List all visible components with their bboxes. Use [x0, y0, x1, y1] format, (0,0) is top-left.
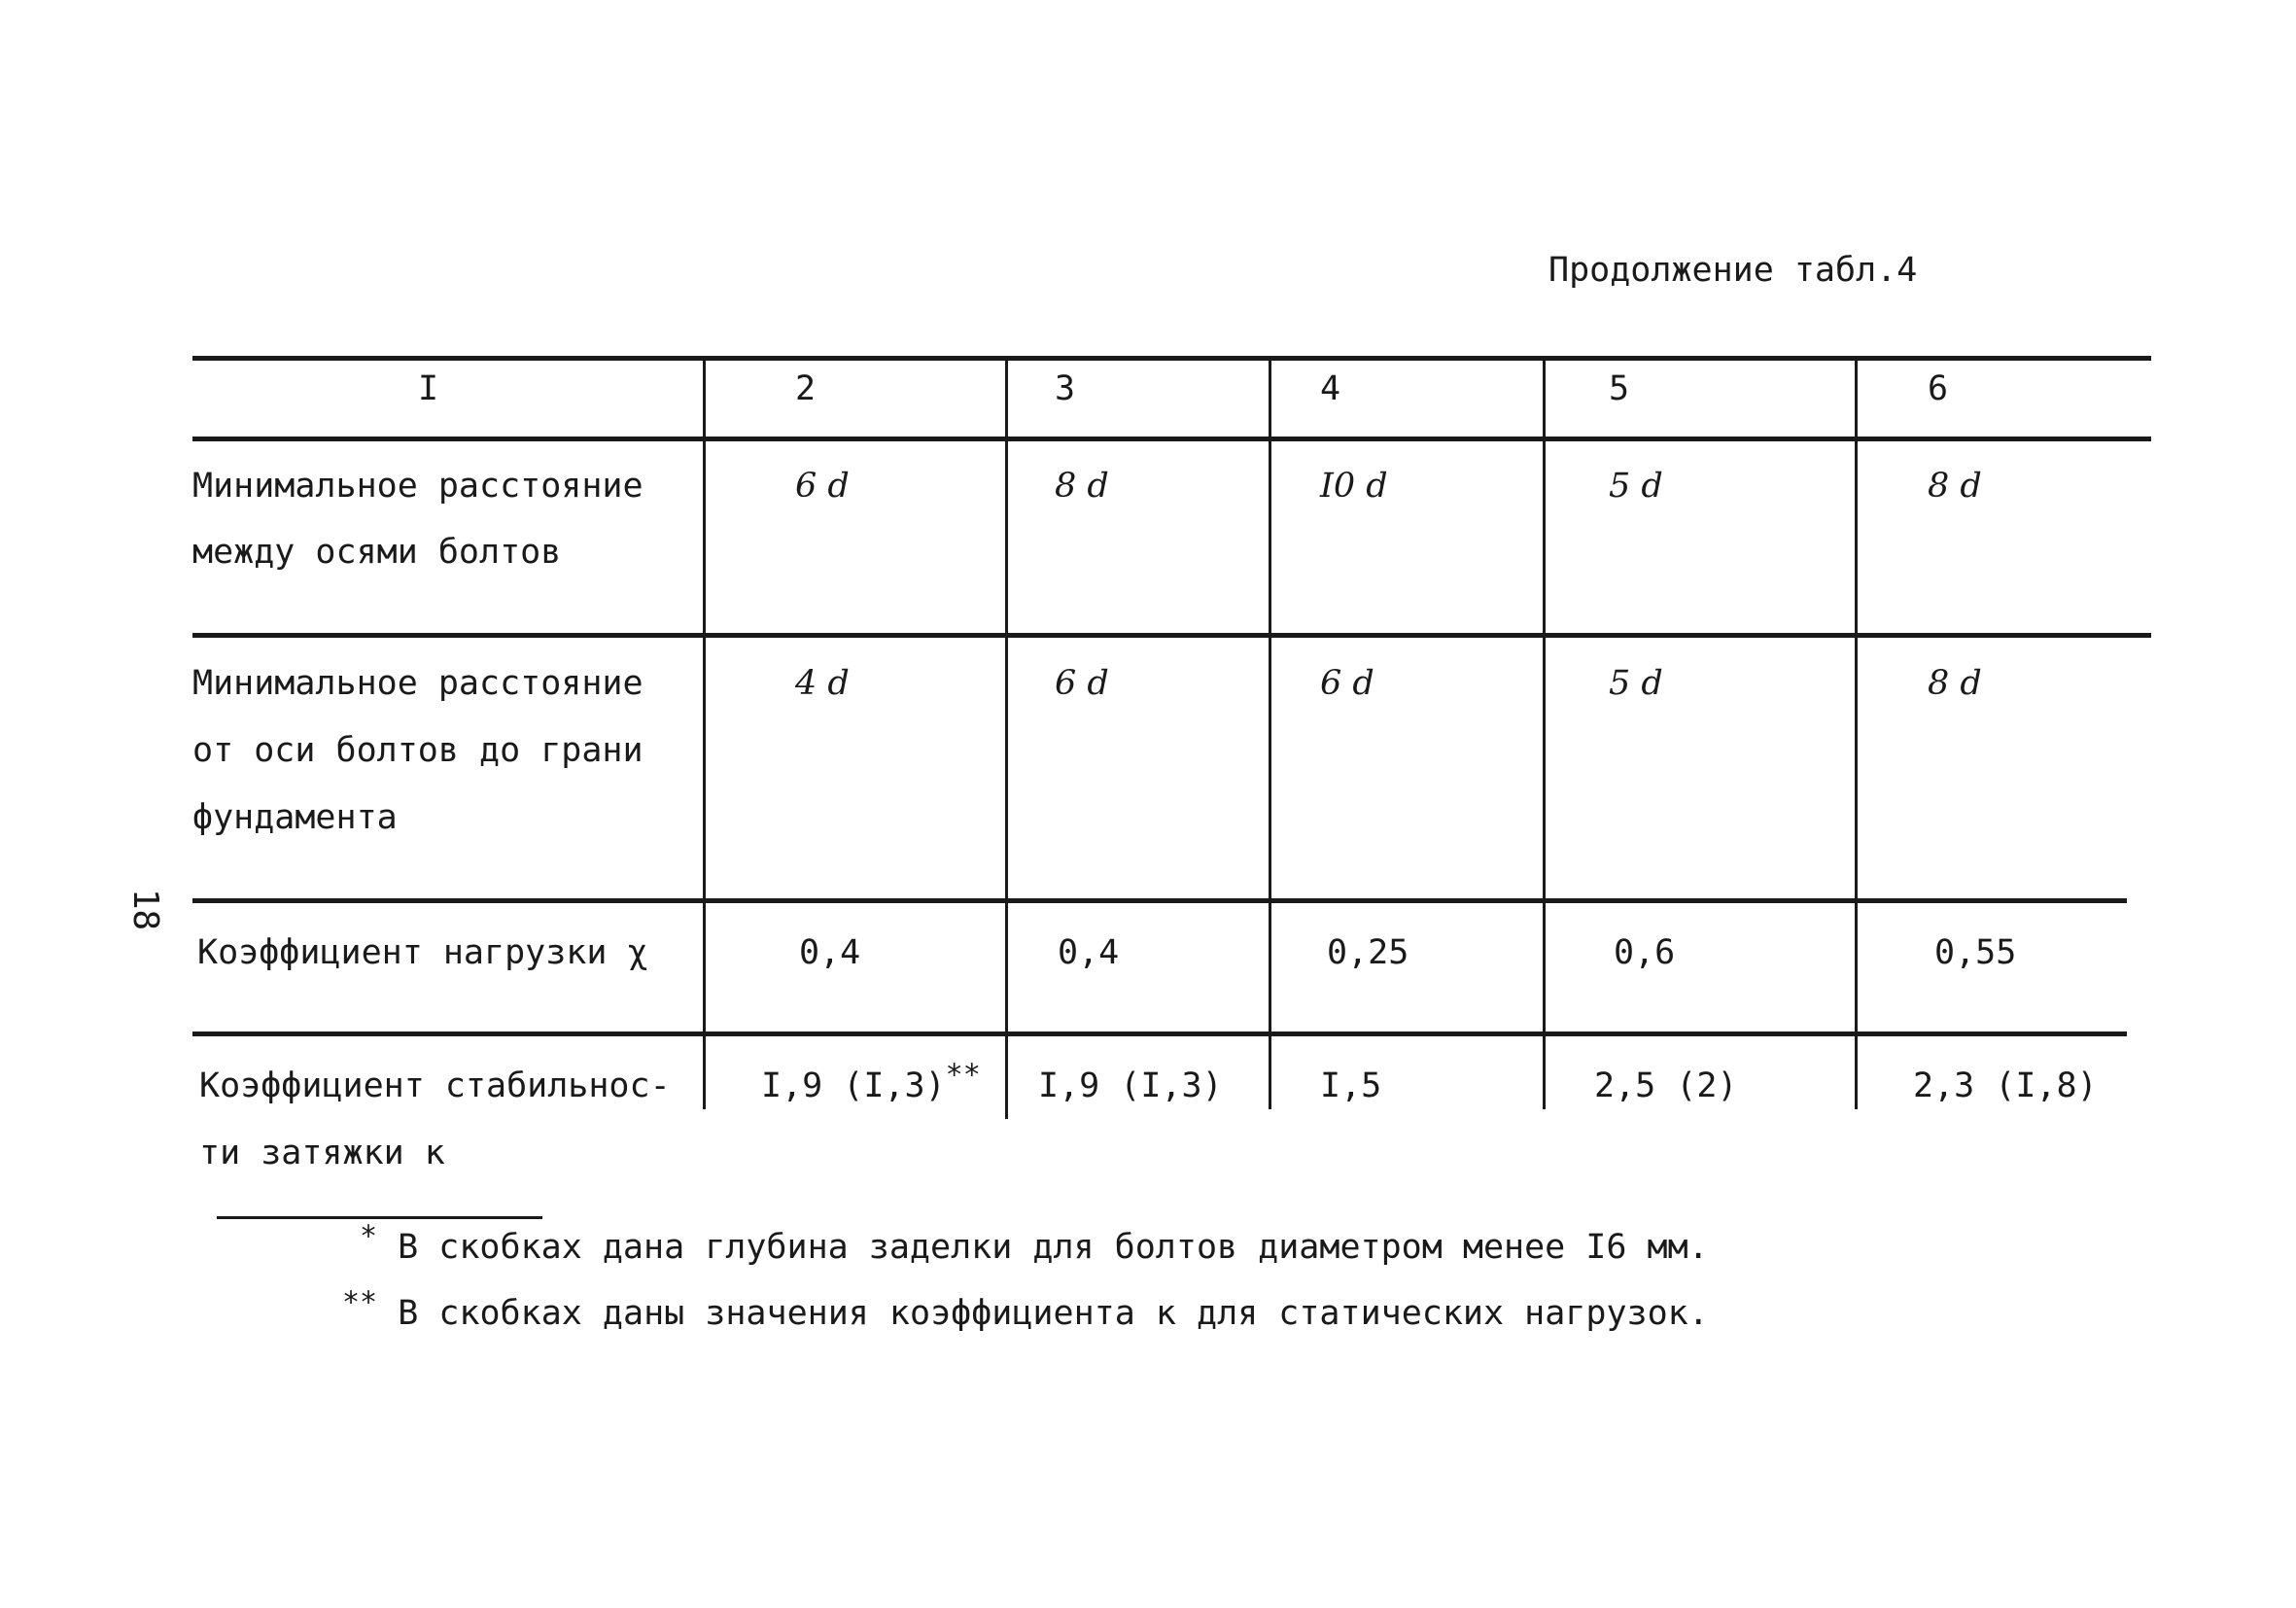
table-cell: 0,25	[1327, 933, 1409, 972]
table-cell: 0,4	[799, 933, 861, 972]
column-header: 3	[1055, 369, 1076, 408]
column-divider	[1005, 356, 1008, 1119]
row-label: Минимальное расстояние	[192, 664, 644, 703]
table-cell-value: I,9 (I,3)	[761, 1066, 946, 1105]
row-label: между осями болтов	[192, 533, 562, 572]
table-cell: 6 d	[795, 467, 850, 506]
column-header: 6	[1928, 369, 1949, 408]
column-divider	[703, 356, 706, 1109]
footnote-mark: **	[342, 1285, 378, 1320]
page-number: 18	[125, 888, 166, 931]
table-cell: 5 d	[1609, 467, 1663, 506]
table-cell: 2,3 (I,8)	[1913, 1066, 2098, 1105]
footnote	[360, 1219, 1709, 1267]
footnote	[342, 1285, 1709, 1333]
footnote-text: В скобках даны значения коэффициента κ для статических нагрузок.	[398, 1294, 1709, 1333]
table-cell: I,5	[1320, 1066, 1382, 1105]
table-cell: 8 d	[1928, 664, 1982, 703]
table-cell: 0,55	[1934, 933, 2017, 972]
table-cell: 0,4	[1058, 933, 1120, 972]
footnote-mark: *	[360, 1219, 378, 1254]
table-cell: 2,5 (2)	[1594, 1066, 1738, 1105]
table-cell	[761, 1053, 981, 1119]
column-divider	[1269, 356, 1271, 1109]
row-label: Коэффициент нагрузки χ	[197, 933, 648, 972]
row-label: фундамента	[192, 798, 398, 837]
column-divider	[1855, 356, 1858, 1109]
table-cell: I0 d	[1320, 467, 1388, 506]
column-header: 5	[1609, 369, 1630, 408]
table-cell: 6 d	[1055, 664, 1109, 703]
table-cell: 8 d	[1928, 467, 1982, 506]
column-header: 4	[1320, 369, 1341, 408]
table-continuation-caption: Продолжение табл.4	[1548, 251, 1918, 290]
footnote-mark: **	[945, 1058, 981, 1093]
table-cell: 8 d	[1055, 467, 1109, 506]
row3-bottom-rule	[192, 1031, 2127, 1036]
column-header: 2	[795, 369, 817, 408]
row-label: ти затяжки κ	[199, 1134, 445, 1172]
footnote-separator	[217, 1216, 542, 1219]
row2-bottom-rule	[192, 898, 2127, 903]
table-cell: 5 d	[1609, 664, 1663, 703]
column-divider	[1543, 356, 1546, 1109]
table-cell: 0,6	[1614, 933, 1676, 972]
table-cell: I,9 (I,3)	[1038, 1066, 1223, 1105]
table-cell: 6 d	[1320, 664, 1374, 703]
table-cell: 4 d	[795, 664, 850, 703]
footnote-text: В скобках дана глубина заделки для болтов диаметром менее I6 мм.	[398, 1228, 1709, 1267]
column-header: I	[418, 369, 439, 408]
row-label: от оси болтов до грани	[192, 731, 644, 770]
row-label: Коэффициент стабильнос-	[199, 1066, 671, 1105]
row-label: Минимальное расстояние	[192, 467, 644, 506]
